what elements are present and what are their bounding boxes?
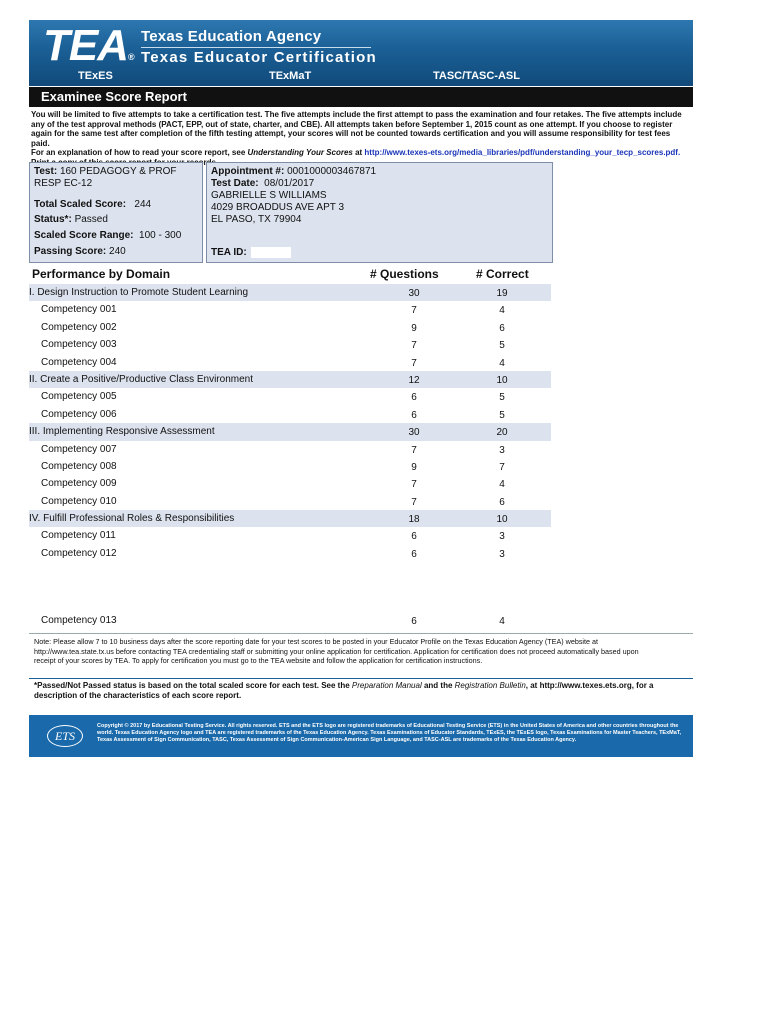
header-banner xyxy=(29,20,693,86)
footer xyxy=(29,715,693,757)
correct-count: 5 xyxy=(499,392,505,404)
header-divider xyxy=(141,47,371,48)
ets-logo: ETS xyxy=(47,725,83,747)
questions-count: 6 xyxy=(411,392,417,404)
agency-name: Texas Education Agency xyxy=(141,28,322,45)
test-date: Test Date: 08/01/2017 xyxy=(211,178,315,189)
questions-count: 30 xyxy=(408,288,420,299)
status: Status*: Passed xyxy=(34,214,108,225)
understanding-scores-link[interactable]: http://www.texes-ets.org/media_libraries/pdf/understanding_your_tecp_scores.pdf. xyxy=(364,148,681,157)
correct-count: 3 xyxy=(499,531,505,543)
tea-id-field xyxy=(251,247,291,258)
competency-row xyxy=(29,612,551,629)
row-label: II. Create a Positive/Productive Class Environment xyxy=(29,373,253,385)
competency-row xyxy=(29,319,551,336)
competency-row xyxy=(29,301,551,318)
report-title: Examinee Score Report xyxy=(41,89,187,104)
scaled-score-range: Scaled Score Range: 100 - 300 xyxy=(34,230,182,241)
row-label: Competency 011 xyxy=(41,530,116,542)
tea-id: TEA ID: xyxy=(211,247,291,259)
domain-row xyxy=(29,284,551,301)
row-label: IV. Fulfill Professional Roles & Responsibilities xyxy=(29,513,235,525)
intro-explanation: For an explanation of how to read your score report, see Understanding Your Scores at http://www.texes-ets.org/media_libraries/pdf/understanding_your_tecp_scores.pdf. xyxy=(31,148,681,157)
row-label: I. Design Instruction to Promote Student Learning xyxy=(29,287,249,298)
address-line1: 4029 BROADDUS AVE APT 3 xyxy=(211,202,345,213)
questions-heading: # Questions xyxy=(370,267,439,281)
competency-row xyxy=(29,336,551,353)
pass-status-note: *Passed/Not Passed status is based on the total scaled score for each test. See the Preparation Manual and the Registration Bulletin, at http://www.texes.ets.org, for a description of the characteristics of each score report. xyxy=(34,681,654,700)
correct-count: 3 xyxy=(499,444,505,456)
examinee-name: GABRIELLE S WILLIAMS xyxy=(211,190,327,201)
test-name: Test: 160 PEDAGOGY & PROF xyxy=(34,166,177,177)
row-label: Competency 005 xyxy=(41,391,117,403)
competency-row xyxy=(29,493,551,510)
competency-row xyxy=(29,458,551,475)
correct-count: 7 xyxy=(499,461,505,473)
competency-row xyxy=(29,475,551,492)
questions-count: 7 xyxy=(411,340,417,352)
domain-row xyxy=(29,371,551,388)
total-scaled-score: Total Scaled Score: 244 xyxy=(34,199,152,210)
correct-count: 4 xyxy=(499,357,505,369)
questions-count: 7 xyxy=(411,479,417,491)
row-label: Competency 006 xyxy=(41,408,117,420)
correct-count: 5 xyxy=(499,409,505,421)
competency-row xyxy=(29,527,551,544)
row-label: Competency 003 xyxy=(41,339,117,351)
questions-count: 6 xyxy=(411,409,417,421)
nav-tasc[interactable]: TASC/TASC-ASL xyxy=(433,70,520,82)
intro-text xyxy=(31,110,691,167)
row-label: Competency 013 xyxy=(41,615,117,627)
report-title-bar xyxy=(29,87,693,107)
tea-logo: TEA® xyxy=(43,21,134,70)
performance-table xyxy=(29,284,551,630)
questions-count: 6 xyxy=(411,531,417,543)
row-label: Competency 001 xyxy=(41,304,117,316)
performance-heading: Performance by Domain xyxy=(32,267,171,281)
divider xyxy=(29,678,693,679)
nav-texes[interactable]: TExES xyxy=(78,70,113,82)
correct-count: 19 xyxy=(496,288,508,299)
questions-count: 7 xyxy=(411,305,417,317)
questions-count: 9 xyxy=(411,461,417,473)
appointment-number: Appointment #: 0001000003467871 xyxy=(211,166,377,177)
row-label: Competency 004 xyxy=(41,356,117,368)
table-spacer xyxy=(29,562,551,612)
row-label: Competency 009 xyxy=(41,478,117,490)
questions-count: 9 xyxy=(411,322,417,334)
competency-row xyxy=(29,406,551,423)
nav-texmat[interactable]: TExMaT xyxy=(269,70,312,82)
correct-count: 10 xyxy=(496,374,508,386)
questions-count: 6 xyxy=(411,616,417,628)
correct-count: 6 xyxy=(499,322,505,334)
row-label: Competency 008 xyxy=(41,460,117,472)
competency-row xyxy=(29,354,551,371)
correct-count: 20 xyxy=(496,427,508,439)
competency-row xyxy=(29,388,551,405)
test-info-box xyxy=(29,162,203,263)
appointment-box xyxy=(206,162,553,263)
correct-heading: # Correct xyxy=(476,267,529,281)
passing-score: Passing Score: 240 xyxy=(34,246,126,257)
row-label: III. Implementing Responsive Assessment xyxy=(29,426,215,438)
competency-row xyxy=(29,441,551,458)
correct-count: 6 xyxy=(499,496,505,508)
certification-title: Texas Educator Certification xyxy=(141,49,377,66)
address-line2: EL PASO, TX 79904 xyxy=(211,214,302,225)
questions-count: 18 xyxy=(408,514,420,526)
correct-count: 4 xyxy=(499,479,505,491)
row-label: Competency 010 xyxy=(41,495,117,507)
competency-row xyxy=(29,545,551,562)
row-label: Competency 012 xyxy=(41,547,117,559)
questions-count: 30 xyxy=(408,427,420,439)
correct-count: 4 xyxy=(499,305,505,317)
questions-count: 7 xyxy=(411,444,417,456)
questions-count: 7 xyxy=(411,357,417,369)
correct-count: 5 xyxy=(499,340,505,352)
domain-row xyxy=(29,423,551,440)
correct-count: 4 xyxy=(499,616,505,628)
correct-count: 3 xyxy=(499,548,505,560)
row-label: Competency 002 xyxy=(41,321,117,333)
row-label: Competency 007 xyxy=(41,443,117,455)
divider xyxy=(29,633,693,634)
test-name-cont: RESP EC-12 xyxy=(34,178,93,189)
intro-attempts: You will be limited to five attempts to take a certification test. The five attempts include the first attempt to pass the examination and four retakes. The five attempts include any of the test approval methods (PACT, EPP, out of state, charter, and CBE). All attempts taken before September 1, 2015 count as one attempt. If you choose to register again for the same test after completion of the fifth testing attempt, your scores will not be counted towards certification and you will assume responsibility for test fees paid. xyxy=(31,110,682,148)
posting-note: Note: Please allow 7 to 10 business days after the score reporting date for your test scores to be posted in your Educator Profile on the Texas Education Agency (TEA) website at http://www.tea.state.tx.us before contacting TEA credentialing staff or submitting your online application for certification. Application for certification does not proceed automatically based upon receipt of your scores by TEA. To apply for certification you must go to the TEA website and follow the application for certification instructions. xyxy=(34,637,639,665)
domain-row xyxy=(29,510,551,527)
questions-count: 6 xyxy=(411,548,417,560)
correct-count: 10 xyxy=(496,514,508,526)
questions-count: 7 xyxy=(411,496,417,508)
questions-count: 12 xyxy=(408,374,420,386)
copyright-text: Copyright © 2017 by Educational Testing Service. All rights reserved. ETS and the ETS logo are registered trademarks of Educational Testing Service (ETS) in the United States of America and other countries throughout the world. Texas Education Agency logo and TEA are registered trademarks of the Texas Education Agency. Texas Examinations of Educator Standards, TExES, the TExES logo, Texas Examinations for Master Teachers, TExMaT, Texas Assessment of Sign Communication, TASC, Texas Assessment of Sign Communication-American Sign Language, and TASC-ASL are trademarks of the Texas Education Agency. xyxy=(97,723,682,743)
